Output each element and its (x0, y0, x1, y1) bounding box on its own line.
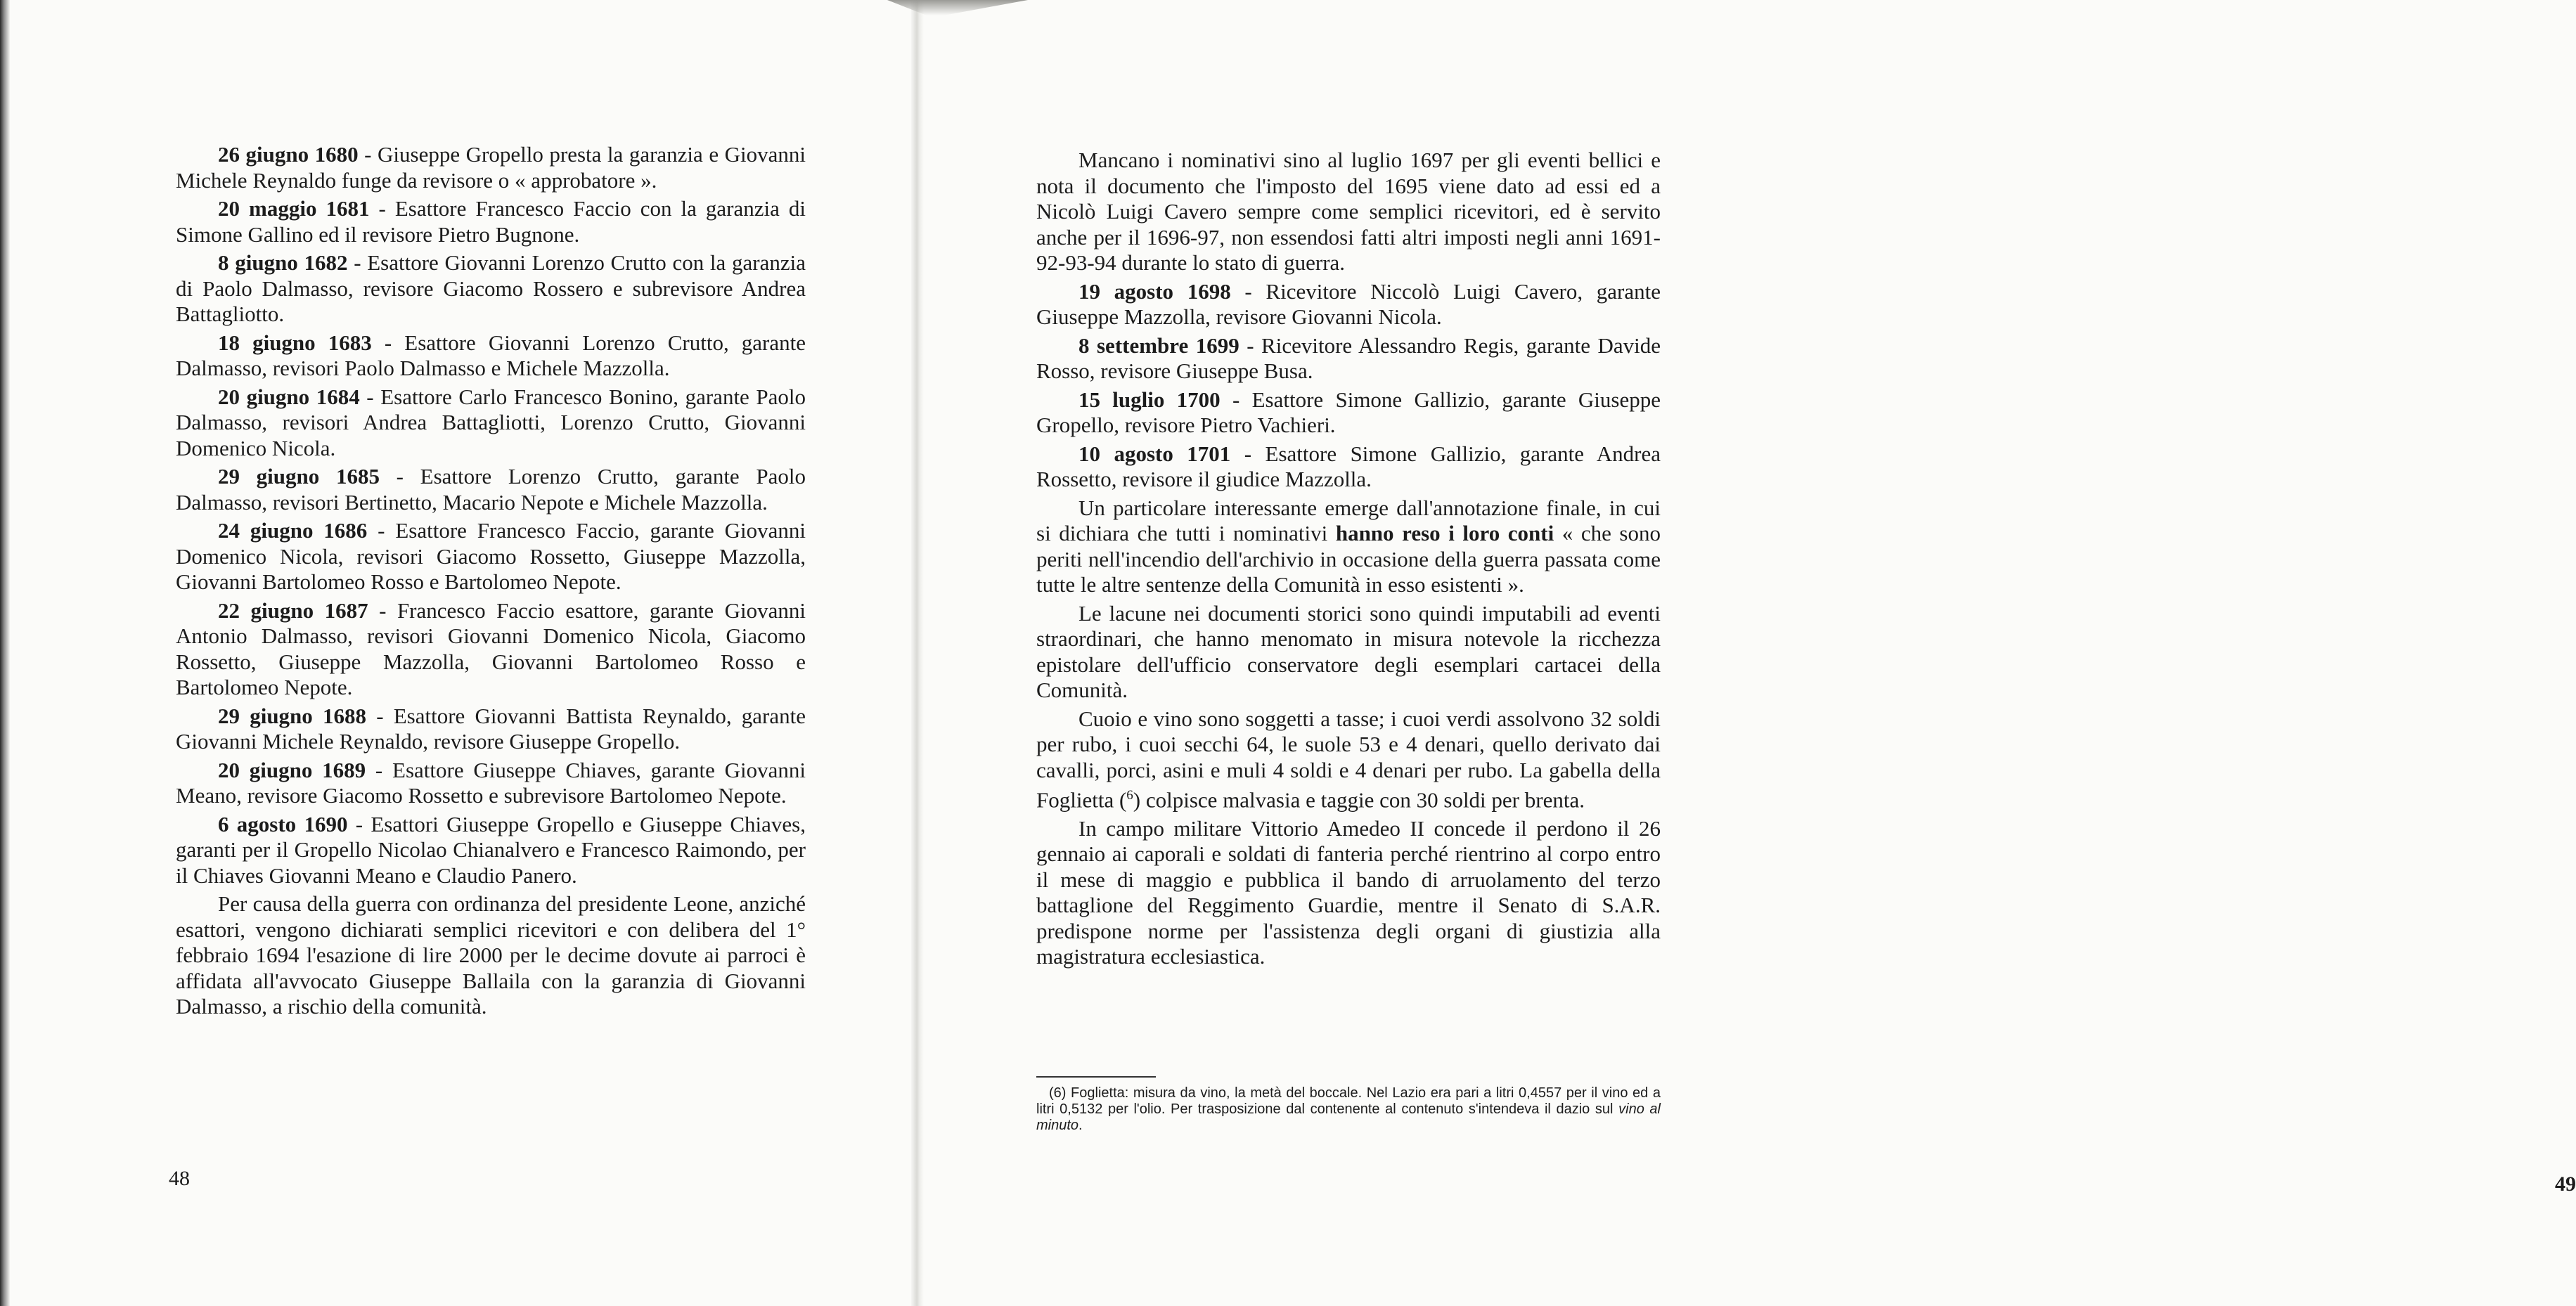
entry-paragraph (176, 758, 806, 809)
footnote-separator (1036, 1076, 1156, 1078)
left-page (0, 0, 911, 1306)
entry-date: 20 giugno 1684 (218, 384, 360, 409)
footnote-reference[interactable]: 6 (1126, 788, 1133, 803)
closing-paragraph: Per causa della guerra con ordinanza del presidente Leone, anziché esattori, vengono dichiarati semplici ricevitori e con delibera del 1° febbraio 1694 l'esazione di lire 2000 per le decime dovute ai parroci è affidata all'avvocato Giuseppe Ballaila con la garanzia di Giovanni Dalmasso, a rischio della comunità. (176, 891, 806, 1019)
entry-paragraph (176, 598, 806, 701)
footnote (1036, 1085, 1661, 1134)
entry-date: 29 giugno 1685 (218, 464, 380, 489)
entry-text: - Esattore Giovanni Lorenzo Crutto, garante Dalmasso, revisori Paolo Dalmasso e Michele Mazzolla. (176, 330, 806, 380)
cuoio-paragraph (1036, 706, 1661, 813)
annotation-paragraph (1036, 496, 1661, 598)
entry-text: - Esattore Giovanni Lorenzo Crutto con la garanzia di Paolo Dalmasso, revisore Giacomo Rossero e subrevisore Andrea Battagliotto. (176, 250, 806, 326)
left-text-column (176, 142, 806, 1023)
entry-text: - Esattore Giovanni Battista Reynaldo, garante Giovanni Michele Reynaldo, revisore Giuseppe Gropello. (176, 703, 806, 754)
entry-date: 6 agosto 1690 (218, 811, 348, 836)
entry-paragraph (176, 196, 806, 247)
entry-text: - Esattore Lorenzo Crutto, garante Paolo Dalmasso, revisori Bertinetto, Macario Nepote e Michele Mazzolla. (176, 464, 806, 515)
entry-paragraph (176, 384, 806, 462)
entry-paragraph (176, 250, 806, 328)
right-text-column (1036, 148, 1661, 973)
entry-paragraph (176, 330, 806, 382)
entry-text: - Ricevitore Alessandro Regis, garante Davide Rosso, revisore Giuseppe Busa. (1036, 332, 1661, 383)
entry-text: - Francesco Faccio esattore, garante Giovanni Antonio Dalmasso, revisori Giovanni Domenico Nicola, Giacomo Rossetto, Giuseppe Mazzolla, Giovanni Bartolomeo Rosso e Bartolomeo Nepote. (176, 597, 806, 699)
entry-paragraph (176, 704, 806, 755)
entry-paragraph (1036, 441, 1661, 493)
lacune-paragraph: Le lacune nei documenti storici sono quindi imputabili ad eventi straordinari, che hanno menomato in misura notevole la ricchezza epistolare dell'ufficio conservatore degli esemplari cartacei della Comunità. (1036, 600, 1661, 702)
entry-text: - Esattore Giuseppe Chiaves, garante Giovanni Meano, revisore Giacomo Rossetto e subrevisore Bartolomeo Nepote. (176, 757, 806, 808)
entry-paragraph (176, 142, 806, 193)
opening-paragraph: Mancano i nominativi sino al luglio 1697 per gli eventi bellici e nota il documento che l'imposto del 1695 viene dato ad essi ed a Nicolò Luigi Cavero sempre come semplici ricevitori, ed è servito anche per il 1696-97, non essendosi fatti altri imposti negli anni 1691-92-93-94 durante lo stato di guerra. (1036, 148, 1661, 275)
militare-paragraph: In campo militare Vittorio Amedeo II concede il perdono il 26 gennaio ai caporali e soldati di fanteria perché rientrino al corpo entro il mese di maggio e pubblica il bando di arruolamento del terzo battaglione del Reggimento Guardie, mentre il Senato di S.A.R. predispone norme per l'assistenza degli organi di giustizia alla magistratura ecclesiastica. (1036, 815, 1661, 969)
book-gutter (911, 0, 924, 1306)
entry-date: 26 giugno 1680 (218, 142, 359, 167)
entry-date: 8 giugno 1682 (218, 250, 348, 275)
entry-paragraph (176, 812, 806, 889)
entry-text: - Esattore Simone Gallizio, garante Andrea Rossetto, revisore il giudice Mazzolla. (1036, 441, 1661, 491)
footnote-italic-phrase: vino al minuto (1036, 1101, 1661, 1133)
entry-date: 24 giugno 1686 (218, 518, 368, 543)
entry-date: 15 luglio 1700 (1078, 387, 1221, 412)
entry-date: 10 agosto 1701 (1078, 441, 1231, 466)
entry-paragraph (176, 464, 806, 515)
entry-text: - Esattore Simone Gallizio, garante Giuseppe Gropello, revisore Pietro Vachieri. (1036, 387, 1661, 437)
entry-date: 19 agosto 1698 (1078, 278, 1231, 304)
cuoio-text-before: Cuoio e vino sono soggetti a tasse; i cuoi verdi assolvono 32 soldi per rubo, i cuoi secchi 64, le suole 53 e 4 denari, quello derivato dai cavalli, porci, asini e muli 4 soldi e 4 denari per rubo. La gabella della Foglietta ( (1036, 706, 1661, 813)
entry-text: - Esattore Francesco Faccio, garante Giovanni Domenico Nicola, revisori Giacomo Rossetto, Giuseppe Mazzolla, Giovanni Bartolomeo Rosso e Bartolomeo Nepote. (176, 518, 806, 594)
page-number-right: 49 (2555, 1172, 2576, 1196)
entry-text: - Esattore Francesco Faccio con la garanzia di Simone Gallino ed il revisore Pietro Bugnone. (176, 196, 806, 247)
entry-text: - Ricevitore Niccolò Luigi Cavero, garante Giuseppe Mazzolla, revisore Giovanni Nicola. (1036, 278, 1661, 329)
entry-date: 8 settembre 1699 (1078, 332, 1239, 358)
entry-date: 18 giugno 1683 (218, 330, 372, 355)
entry-date: 20 maggio 1681 (218, 196, 370, 221)
page-number-left: 48 (169, 1167, 190, 1190)
footnote-text-before: (6) Foglietta: misura da vino, la metà del boccale. Nel Lazio era pari a litri 0,4557 per il vino ed a litri 0,5132 per l'olio. Per trasposizione dal contenente al contenuto s'intendeva il dazio sul (1036, 1085, 1661, 1117)
entry-paragraph (176, 518, 806, 595)
entry-date: 29 giugno 1688 (218, 703, 367, 728)
entry-date: 22 giugno 1687 (218, 597, 368, 623)
entry-text: - Esattore Carlo Francesco Bonino, garante Paolo Dalmasso, revisori Andrea Battagliotti, Lorenzo Crutto, Giovanni Domenico Nicola. (176, 384, 806, 460)
annotation-bold-phrase: hanno reso i loro conti (1335, 521, 1554, 545)
cuoio-text-after: ) colpisce malvasia e taggie con 30 soldi per brenta. (1133, 787, 1585, 813)
entry-text: - Esattori Giuseppe Gropello e Giuseppe Chiaves, garanti per il Gropello Nicolao Chianalvero e Francesco Raimondo, per il Chiaves Giovanni Meano e Claudio Panero. (176, 811, 806, 888)
footnote-text-after: . (1078, 1118, 1083, 1133)
entry-text: - Giuseppe Gropello presta la garanzia e Giovanni Michele Reynaldo funge da revisore o « approbatore ». (176, 142, 806, 193)
entry-paragraph (1036, 387, 1661, 439)
entry-paragraph (1036, 279, 1661, 330)
entry-paragraph (1036, 333, 1661, 384)
entry-date: 20 giugno 1689 (218, 757, 366, 782)
annotation-text-after: « che sono periti nell'incendio dell'archivio in occasione della guerra passata come tutte le altre sentenze della Comunità in esso esistenti ». (1036, 521, 1661, 597)
annotation-text-before: Un particolare interessante emerge dall'annotazione finale, in cui si dichiara che tutti i nominativi (1036, 495, 1661, 545)
